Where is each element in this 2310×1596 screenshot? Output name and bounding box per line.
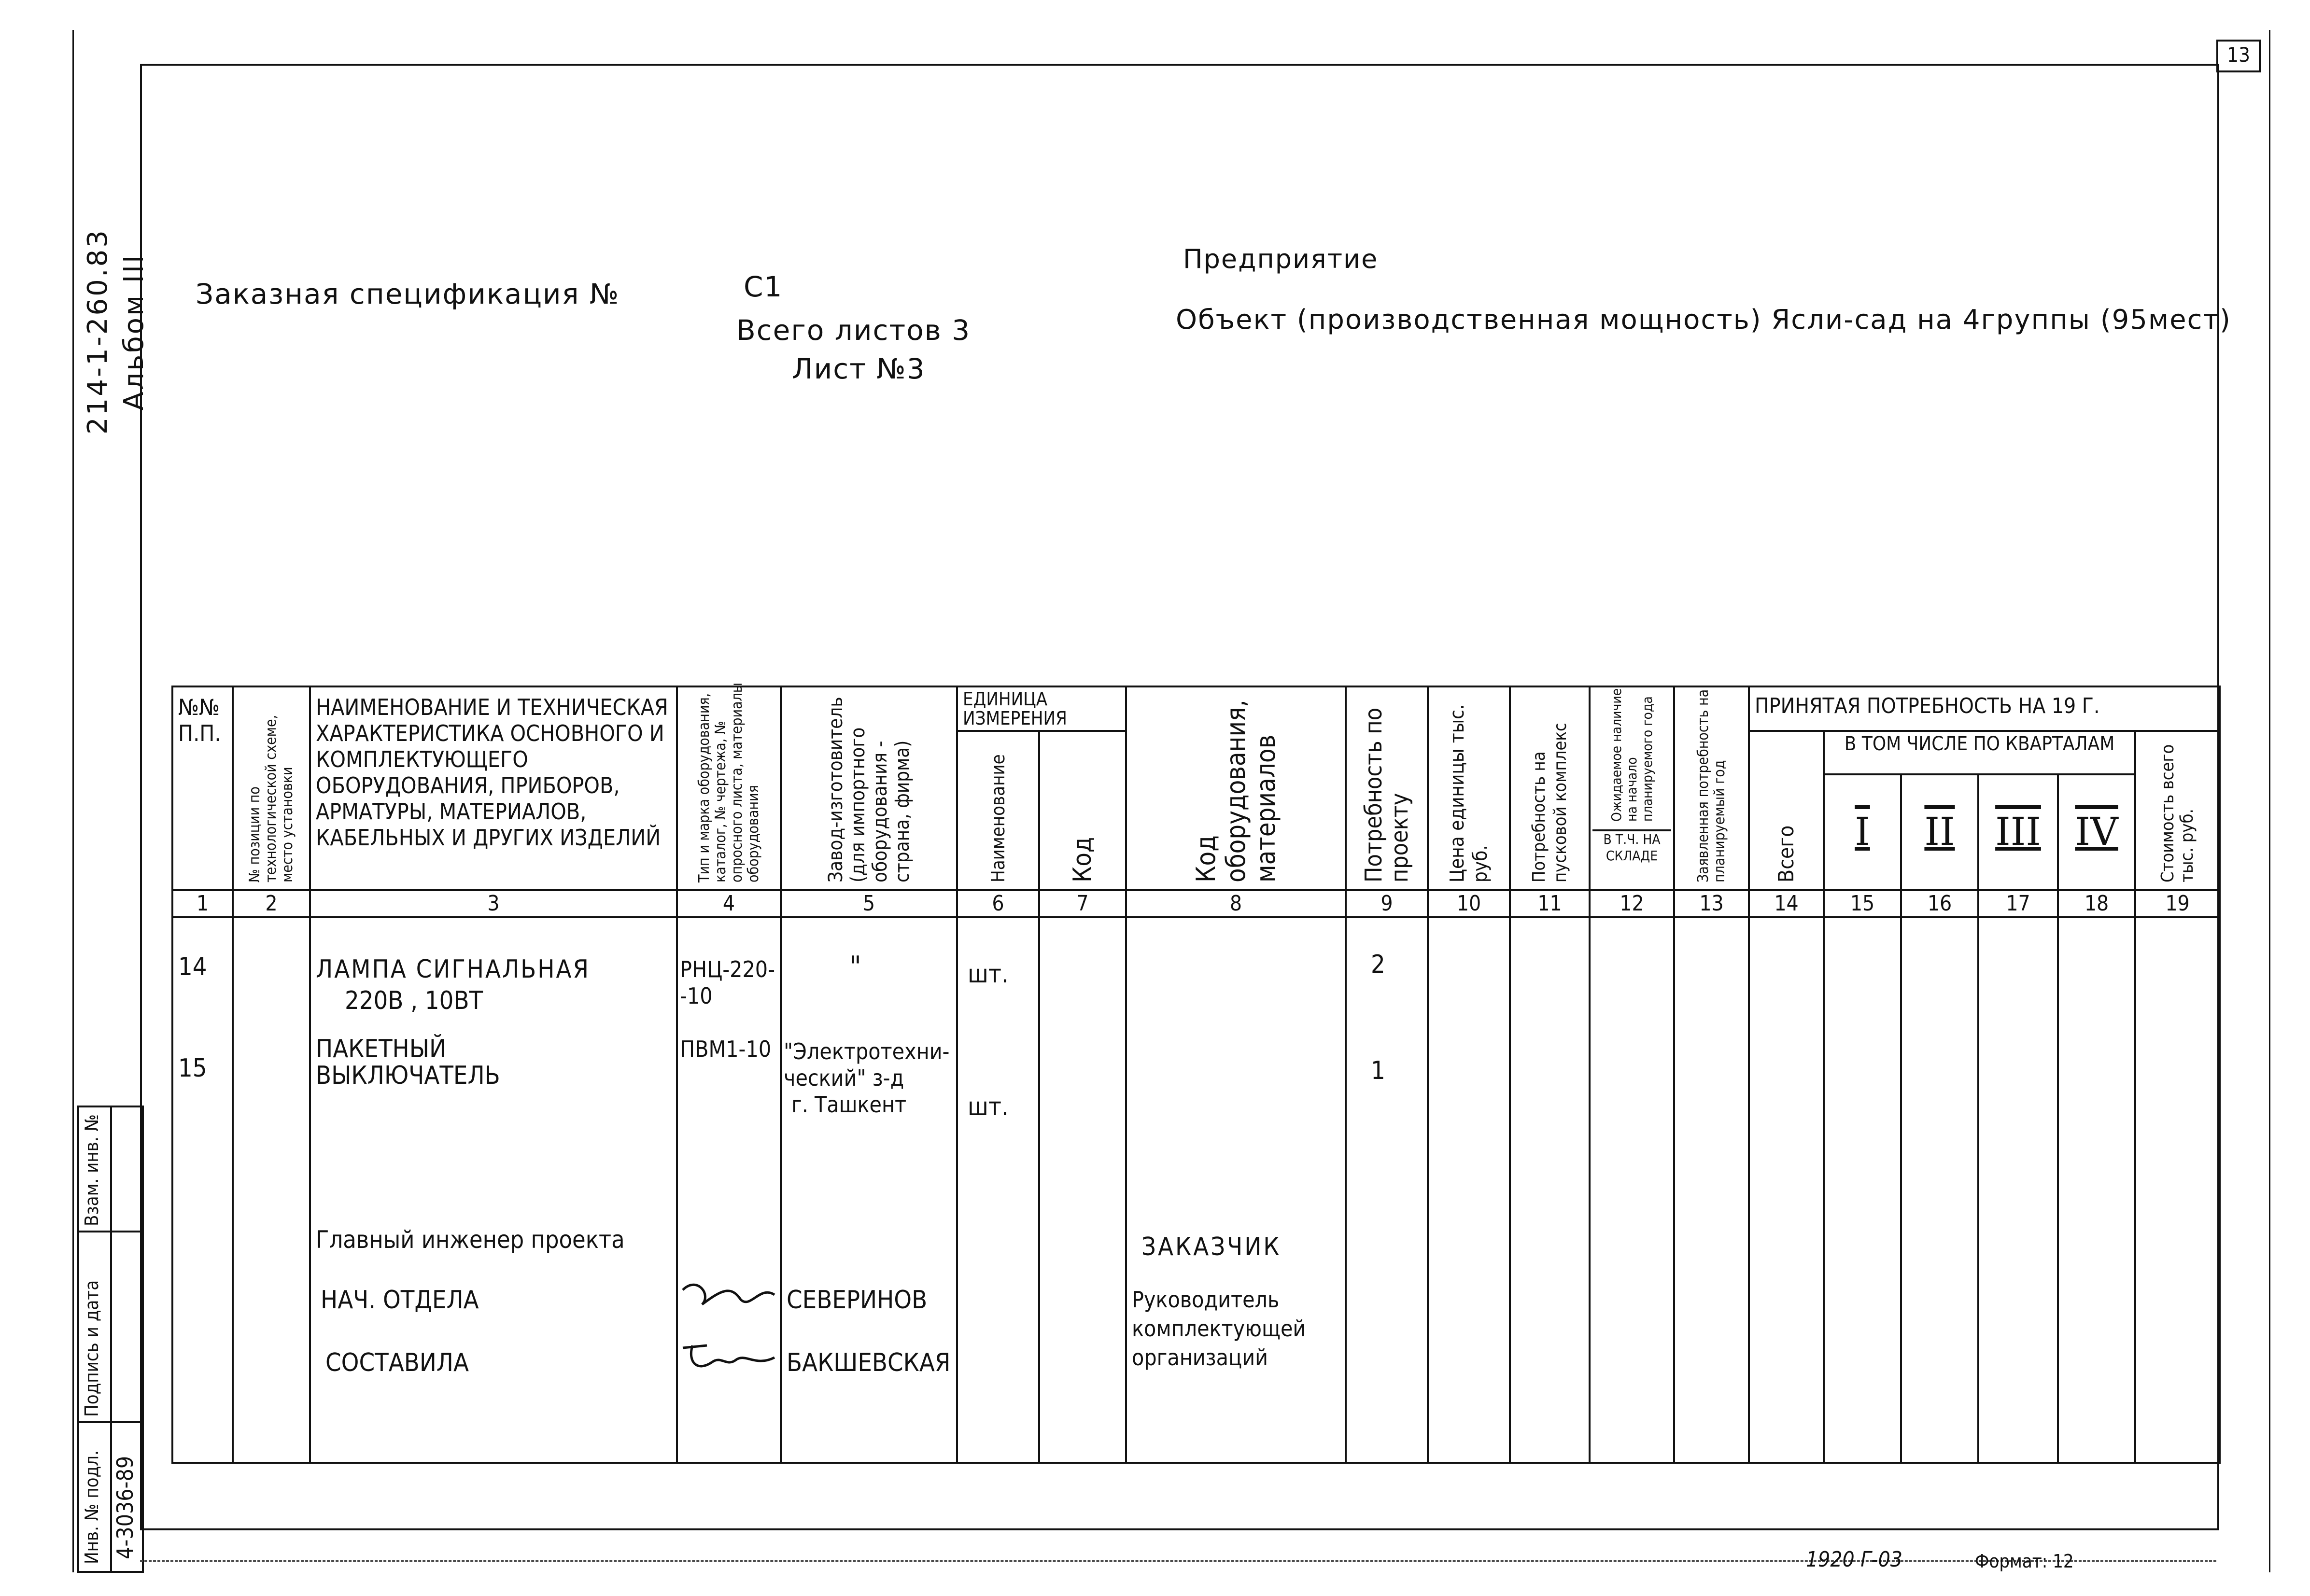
compiled-signature bbox=[678, 1333, 779, 1382]
sheet-number: Лист №3 bbox=[792, 352, 926, 385]
body-col-11 bbox=[1510, 917, 1590, 1463]
header-need-project: Потребность по проекту bbox=[1346, 686, 1428, 890]
row-14-unit: шт. bbox=[968, 960, 1009, 989]
table-body-row bbox=[172, 917, 2220, 1463]
col-number: 1 bbox=[172, 890, 233, 917]
col-number: 18 bbox=[2058, 890, 2135, 917]
row-15-unit: шт. bbox=[968, 1092, 1009, 1121]
body-col-4 bbox=[677, 917, 781, 1463]
footer-code: 1920 Г-03 bbox=[1806, 1547, 1902, 1572]
album-label: Альбом III bbox=[118, 253, 150, 410]
row-15-qty: 1 bbox=[1371, 1056, 1385, 1085]
body-col-7 bbox=[1039, 917, 1126, 1463]
body-col-6 bbox=[957, 917, 1039, 1463]
col-number: 3 bbox=[310, 890, 677, 917]
column-numbers-row bbox=[172, 890, 2220, 917]
customer-label: ЗАКАЗЧИК bbox=[1141, 1232, 1282, 1261]
spec-table bbox=[171, 682, 2221, 1464]
dept-head-label: НАЧ. ОТДЕЛА bbox=[321, 1286, 479, 1315]
album-ref: 214-1-260.83 bbox=[82, 228, 113, 434]
object-line: Объект (производственная мощность) Ясли-сад на 4группы (95мест) bbox=[1176, 304, 2231, 336]
header-declared-need: Заявленная потребность на планируемый год bbox=[1674, 686, 1749, 890]
row-14-spec: 220В , 10ВТ bbox=[345, 986, 483, 1015]
header-q2: II bbox=[1901, 774, 1978, 890]
body-col-18 bbox=[2058, 917, 2135, 1463]
row-15-name-cont: ВЫКЛЮЧАТЕЛЬ bbox=[316, 1061, 500, 1090]
col-number: 12 bbox=[1590, 890, 1674, 917]
body-col-16 bbox=[1901, 917, 1978, 1463]
body-col-2 bbox=[233, 917, 310, 1463]
chief-engineer-label: Главный инженер проекта bbox=[316, 1226, 625, 1254]
dept-head-signature bbox=[678, 1271, 779, 1319]
body-col-13 bbox=[1674, 917, 1749, 1463]
stamp-vzam-label: Взам. инв. № bbox=[81, 1114, 102, 1226]
header-equipment-code: Код оборудования, материалов bbox=[1126, 686, 1346, 890]
header-num: №№ П.П. bbox=[172, 686, 233, 890]
stamp-inv-label: Инв. № подл. bbox=[81, 1450, 102, 1564]
header-launch-complex: Потребность на пусковой комплекс bbox=[1510, 686, 1590, 890]
header-accepted-group: ПРИНЯТАЯ ПОТРЕБНОСТЬ НА 19 Г. bbox=[1749, 686, 2220, 731]
header-description: НАИМЕНОВАНИЕ И ТЕХНИЧЕСКАЯ ХАРАКТЕРИСТИКА ОСНОВНОГО И КОМПЛЕКТУЮЩЕГО ОБОРУДОВАНИЯ, ПРИБОРОВ, АРМАТУРЫ, МАТЕРИАЛОВ, КАБЕЛЬНЫХ И ДРУГИХ ИЗДЕЛИЙ bbox=[310, 686, 677, 890]
body-col-14 bbox=[1749, 917, 1824, 1463]
col-number: 11 bbox=[1510, 890, 1590, 917]
body-col-9 bbox=[1346, 917, 1428, 1463]
row-15-type: ПВМ1-10 bbox=[680, 1036, 772, 1062]
footer-dash-line bbox=[140, 1560, 2216, 1562]
header-type: Тип и марка оборудования, каталог, № чертежа, № опросного листа, материалы оборудования bbox=[677, 686, 781, 890]
row-14-number: 14 bbox=[178, 952, 207, 981]
compiled-name: БАКШЕВСКАЯ bbox=[787, 1348, 951, 1377]
row-15-maker: "Электротехни- bbox=[784, 1038, 950, 1064]
header-maker: Завод-изготовитель (для импортного оборудования - страна, фирма) bbox=[781, 686, 957, 890]
header-position: № позиции по технологической схеме, место установки bbox=[233, 686, 310, 890]
row-14-type-cont: -10 bbox=[680, 983, 713, 1009]
body-col-8 bbox=[1126, 917, 1346, 1463]
dept-head-name: СЕВЕРИНОВ bbox=[787, 1286, 928, 1315]
row-14-maker: " bbox=[849, 950, 861, 984]
col-number: 14 bbox=[1749, 890, 1824, 917]
spec-number: С1 bbox=[744, 270, 783, 303]
supplier-head-label: Руководитель комплектующей организаций bbox=[1132, 1287, 1306, 1371]
header-q3: III bbox=[1978, 774, 2058, 890]
header-expected-stock: Ожидаемое наличие на начало планируемого года В Т.Ч. НА СКЛАДЕ bbox=[1590, 686, 1674, 890]
col-number: 6 bbox=[957, 890, 1039, 917]
sheets-total: Всего листов 3 bbox=[736, 314, 971, 347]
col-number: 7 bbox=[1039, 890, 1126, 917]
header-total: Всего bbox=[1749, 731, 1824, 890]
stamp-inv-value: 4-3036-89 bbox=[112, 1456, 138, 1559]
header-quarters-group: В ТОМ ЧИСЛЕ ПО КВАРТАЛАМ bbox=[1824, 731, 2135, 774]
enterprise-label: Предприятие bbox=[1183, 244, 1379, 274]
col-number: 2 bbox=[233, 890, 310, 917]
row-15-maker-cont: ческий" з-д bbox=[784, 1065, 904, 1091]
page-number: 13 bbox=[2226, 43, 2251, 67]
header-q1: I bbox=[1824, 774, 1901, 890]
header-unit-group: ЕДИНИЦА ИЗМЕРЕНИЯ bbox=[957, 686, 1126, 731]
stamp-sign-label: Подпись и дата bbox=[81, 1280, 102, 1417]
row-14-name: ЛАМПА СИГНАЛЬНАЯ bbox=[316, 955, 590, 984]
body-col-15 bbox=[1824, 917, 1901, 1463]
body-col-12 bbox=[1590, 917, 1674, 1463]
col-number: 16 bbox=[1901, 890, 1978, 917]
col-number: 10 bbox=[1428, 890, 1510, 917]
row-14-qty: 2 bbox=[1371, 950, 1385, 979]
body-col-10 bbox=[1428, 917, 1510, 1463]
row-15-number: 15 bbox=[178, 1054, 207, 1083]
row-15-name: ПАКЕТНЫЙ bbox=[316, 1035, 446, 1064]
row-15-maker-city: г. Ташкент bbox=[791, 1092, 907, 1118]
footer-format: Формат: 12 bbox=[1975, 1551, 2074, 1572]
header-unit-code: Код bbox=[1039, 731, 1126, 890]
col-number: 4 bbox=[677, 890, 781, 917]
row-14-type: РНЦ-220- bbox=[680, 956, 775, 982]
compiled-label: СОСТАВИЛА bbox=[325, 1348, 469, 1377]
col-number: 15 bbox=[1824, 890, 1901, 917]
page-number-box bbox=[2216, 40, 2261, 72]
col-number: 9 bbox=[1346, 890, 1428, 917]
col-number: 13 bbox=[1674, 890, 1749, 917]
body-col-3 bbox=[310, 917, 677, 1463]
body-col-17 bbox=[1978, 917, 2058, 1463]
col-number: 17 bbox=[1978, 890, 2058, 917]
header-unit-price: Цена единицы тыс. руб. bbox=[1428, 686, 1510, 890]
body-col-1 bbox=[172, 917, 233, 1463]
header-q4: IV bbox=[2058, 774, 2135, 890]
body-col-19 bbox=[2135, 917, 2220, 1463]
col-number: 5 bbox=[781, 890, 957, 917]
header-cost: Стоимость всего тыс. руб. bbox=[2135, 731, 2220, 890]
col-number: 19 bbox=[2135, 890, 2220, 917]
body-col-5 bbox=[781, 917, 957, 1463]
spec-title: Заказная спецификация № bbox=[196, 278, 620, 310]
header-unit-name: Наименование bbox=[957, 731, 1039, 890]
col-number: 8 bbox=[1126, 890, 1346, 917]
